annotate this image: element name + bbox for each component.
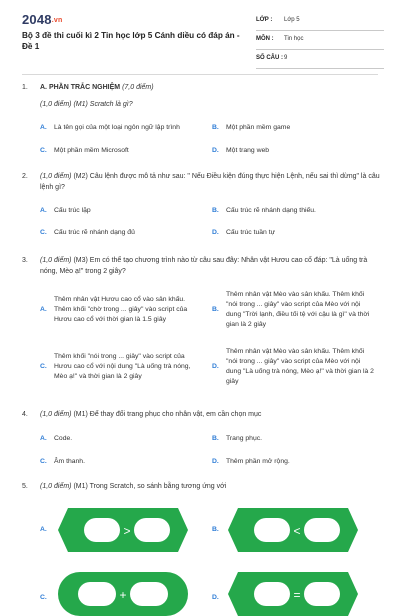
- meta-key: SỐ CÂU :: [256, 55, 283, 61]
- meta-row-count: [256, 52, 384, 69]
- question-text: (1,0 điểm) (M1) Trong Scratch, so sánh bằng tương ứng với: [40, 483, 227, 490]
- meta-value: 9: [284, 55, 288, 61]
- block-slot-right: [304, 582, 340, 606]
- block-slot-left: [78, 582, 116, 606]
- question-text: (1,0 điểm) (M2) Câu lệnh được mô tả như sau: " Nếu Điều kiện đúng thực hiện Lệnh, nếu sai thì dừng" là câu lệnh gì?: [40, 173, 380, 191]
- exam-page: 2048.vn Bộ 3 đề thi cuối kì 2 Tin học lớp 5 Cánh diều có đáp án - Đề 1 LỚP : Lớp 5 MÔN : Tin học SỐ CÂU : 9 1. A. PHẦN TRẮC NGHIỆM (7,0 điểm) (1,0 điểm) (M1) Scratch là gì? A. Là tên gọi của một loại ngôn ngữ lập trình B. Một phần mềm game C. Một phần mềm Microsoft D. Một trang web 2. (1,0 điểm) (M2) Câu lệnh được mô tả như sau: " Nếu Điều kiện đúng thực hiện Lệnh, nếu sai thì dừng" là câu lệnh gì? A. Cấu trúc lặp B. Cấu trúc rẽ nhánh dạng thiếu. C. Cấu trúc rẽ nhánh dạng đủ D. Cấu trúc tuần tự 3. (1,0 điểm) (M3) Em có thể tạo chương trình nào từ câu sau đây: Nhân vật Hươu cao cổ đáp: "Là uống trà nóng, Mèo ạ!" trong 2 giây? A. Thêm nhân vật Hươu cao cổ vào sân khấu. Thêm khối "chờ trong ... giây" vào script của Hươu cao cổ với thời gian là 1.5 giây B. Thêm nhân vật Mèo vào sân khấu. Thêm khối "nói trong ... giây" vào script của Mèo với nội dung "Trời lạnh, điều tối tệ với cậu là gì" và thời gian là 2 giây C. Thêm khối "nói trong ... giây" vào script của Hươu cao cổ với nội dung "Là uống trà nóng, Mèo ạ!" và thời gian là 2 giây D. Thêm nhân vật Mèo vào sân khấu. Thêm khối "nói trong ... giây" vào script của Mèo với nội dung "Là uống trà nóng, Mèo ạ!" và thời gian là 2 giây 4. (1,0 điểm) (M1) Để thay đổi trang phục cho nhân vật, em cần chọn mục A. Code. B. Trang phục. C. Âm thanh. D. Thêm phần mở rộng. 5. (1,0 điểm) (M1) Trong Scratch, so sánh bằng tương ứng với A. > B. < C. + D. =: [0, 0, 400, 600]
- header-divider: [22, 74, 378, 75]
- question-number: 3.: [22, 257, 28, 264]
- meta-row-class: [256, 14, 384, 31]
- operator-symbol: <: [293, 524, 301, 538]
- meta-key: MÔN :: [256, 36, 274, 42]
- section-title: A. PHẦN TRẮC NGHIỆM (7,0 điểm): [40, 84, 154, 91]
- logo-main: 2048: [22, 12, 52, 27]
- block-slot-right: [134, 518, 170, 542]
- document-title: Bộ 3 đề thi cuối kì 2 Tin học lớp 5 Cánh diều có đáp án - Đề 1: [22, 31, 240, 51]
- meta-key: LỚP :: [256, 17, 273, 23]
- meta-row-subject: [256, 33, 384, 50]
- meta-value: Tin học: [284, 36, 304, 42]
- equals-block[interactable]: [228, 572, 358, 616]
- question-text: (1,0 điểm) (M3) Em có thể tạo chương trình nào từ câu sau đây: Nhân vật Hươu cao cổ đáp: "Là uống trà nóng, Mèo ạ!" trong 2 giây?: [40, 257, 368, 275]
- block-slot-left: [84, 518, 120, 542]
- greater-than-block[interactable]: [58, 508, 188, 552]
- question-number: 2.: [22, 173, 28, 180]
- site-logo[interactable]: [22, 12, 62, 27]
- question-text: (1,0 điểm) (M1) Scratch là gì?: [40, 101, 133, 108]
- meta-box: [256, 14, 384, 71]
- question-number: 4.: [22, 411, 28, 418]
- question-number: 5.: [22, 483, 28, 490]
- operator-symbol: =: [293, 588, 301, 602]
- question-text: (1,0 điểm) (M1) Để thay đổi trang phục cho nhân vật, em cần chọn mục: [40, 411, 262, 418]
- block-slot-left: [254, 518, 290, 542]
- meta-value: Lớp 5: [284, 17, 300, 23]
- block-slot-left: [254, 582, 290, 606]
- less-than-block[interactable]: [228, 508, 358, 552]
- operator-symbol: +: [119, 588, 127, 602]
- operator-symbol: >: [123, 524, 131, 538]
- block-slot-right: [130, 582, 168, 606]
- question-number: 1.: [22, 84, 28, 91]
- header: [0, 0, 400, 72]
- logo-suffix: .vn: [51, 17, 63, 25]
- plus-block[interactable]: [58, 572, 188, 616]
- block-slot-right: [304, 518, 340, 542]
